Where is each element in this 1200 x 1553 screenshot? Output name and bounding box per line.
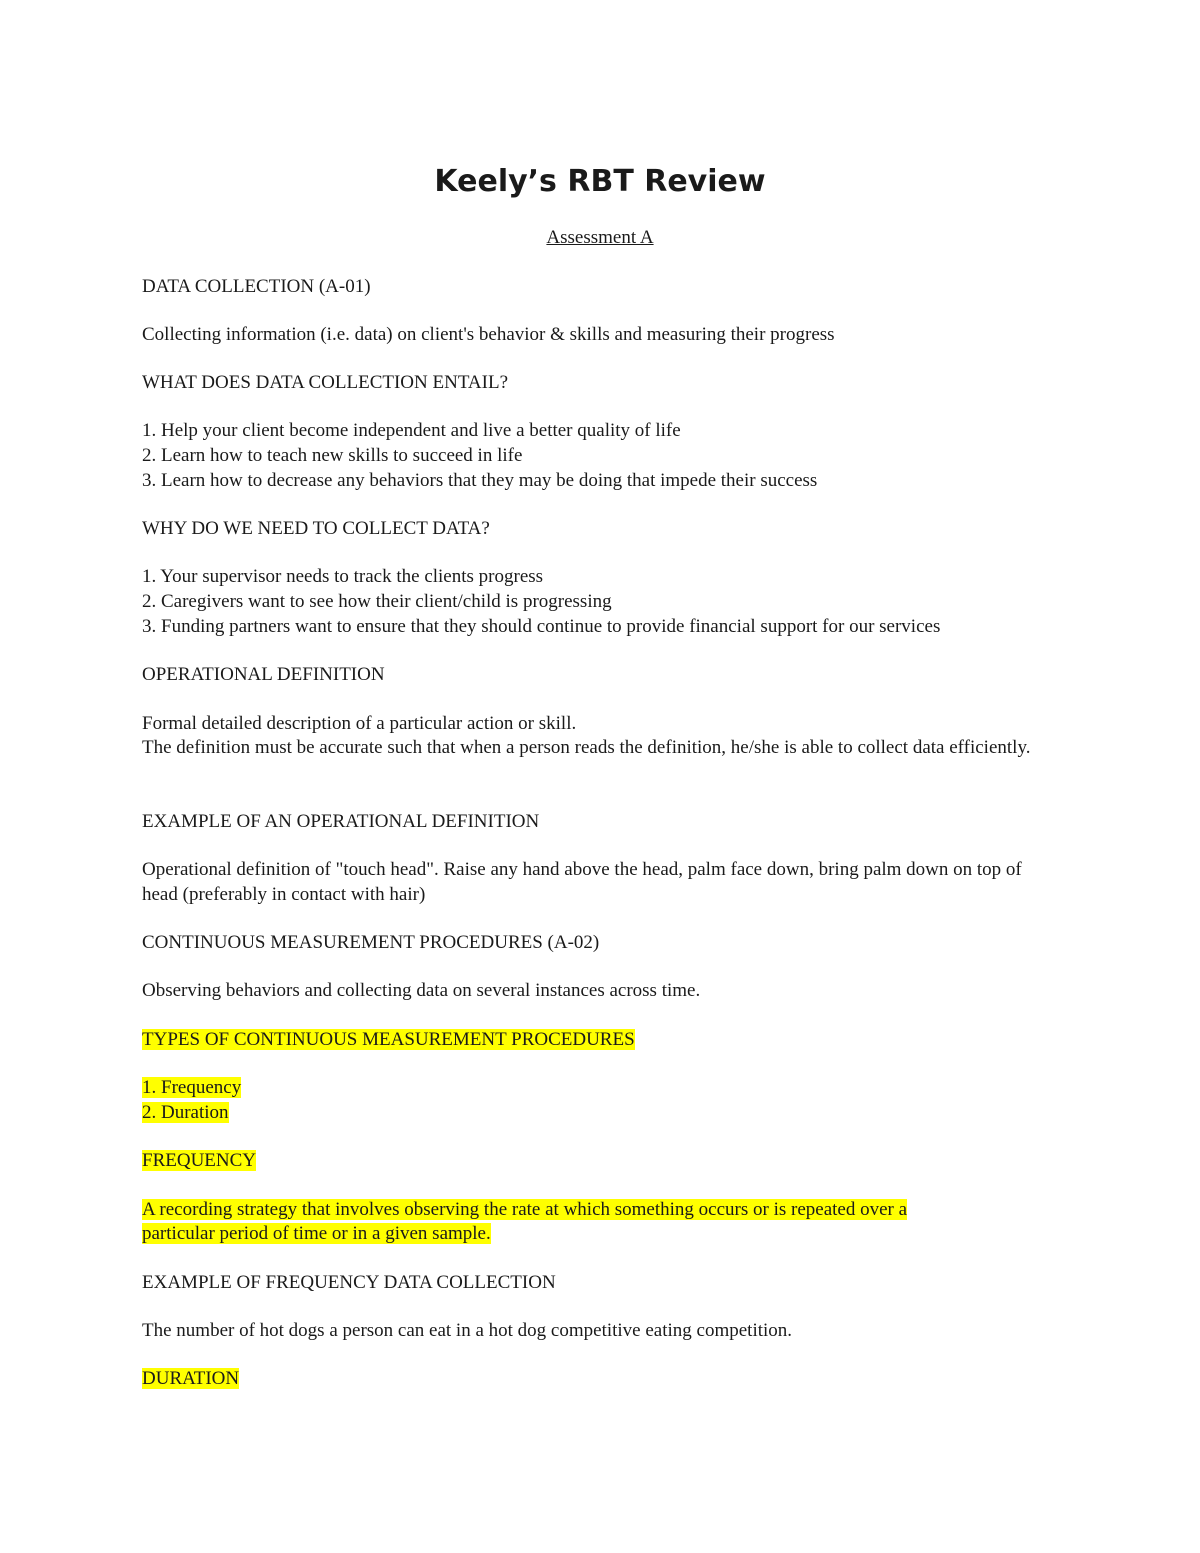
entail-item-1: 1. Help your client become independent and live a better quality of life xyxy=(142,420,681,441)
operational-definition-line-1: Formal detailed description of a particular action or skill. xyxy=(142,713,577,734)
entail-item-3: 3. Learn how to decrease any behaviors that they may be doing that impede their success xyxy=(142,470,818,491)
document-subtitle: Assessment A xyxy=(546,227,654,248)
types-item-1 xyxy=(142,1076,241,1101)
types-item-2-highlight: 2. Duration xyxy=(142,1102,229,1123)
frequency-definition-line-2 xyxy=(142,1222,491,1247)
duration-heading-highlight: DURATION xyxy=(142,1368,240,1389)
duration-heading xyxy=(142,1367,239,1392)
document-title: Keely’s RBT Review xyxy=(434,164,766,199)
types-item-1-highlight: 1. Frequency xyxy=(142,1077,242,1098)
why-item-2: 2. Caregivers want to see how their client/child is progressing xyxy=(142,591,612,612)
frequency-heading xyxy=(142,1149,256,1174)
frequency-definition-line-1-highlight: A recording strategy that involves observing the rate at which something occurs or is repeated over a xyxy=(142,1199,908,1220)
why-item-3: 3. Funding partners want to ensure that they should continue to provide financial support for our services xyxy=(142,616,941,637)
data-collection-description: Collecting information (i.e. data) on client's behavior & skills and measuring their progress xyxy=(142,324,835,345)
why-item-1: 1. Your supervisor needs to track the clients progress xyxy=(142,566,544,587)
entail-item-2: 2. Learn how to teach new skills to succeed in life xyxy=(142,445,523,466)
frequency-example-heading: EXAMPLE OF FREQUENCY DATA COLLECTION xyxy=(142,1272,556,1293)
types-heading xyxy=(142,1028,635,1053)
frequency-heading-highlight: FREQUENCY xyxy=(142,1150,257,1171)
operational-definition-heading: OPERATIONAL DEFINITION xyxy=(142,664,385,685)
why-heading: WHY DO WE NEED TO COLLECT DATA? xyxy=(142,518,490,539)
operational-definition-example-heading: EXAMPLE OF AN OPERATIONAL DEFINITION xyxy=(142,811,540,832)
frequency-definition-line-2-highlight: particular period of time or in a given sample. xyxy=(142,1223,491,1244)
continuous-measurement-heading: CONTINUOUS MEASUREMENT PROCEDURES (A-02) xyxy=(142,932,600,953)
entail-heading: WHAT DOES DATA COLLECTION ENTAIL? xyxy=(142,372,509,393)
frequency-definition-line-1 xyxy=(142,1198,907,1223)
data-collection-heading: DATA COLLECTION (A-01) xyxy=(142,276,371,297)
operational-definition-example-text: Operational definition of "touch head". Raise any hand above the head, palm face down, bring palm down on top of head (preferably in contact with hair) xyxy=(142,859,1022,905)
continuous-measurement-description: Observing behaviors and collecting data on several instances across time. xyxy=(142,980,701,1001)
types-heading-highlight: TYPES OF CONTINUOUS MEASUREMENT PROCEDURES xyxy=(142,1029,635,1050)
types-item-2 xyxy=(142,1101,229,1126)
operational-definition-line-2: The definition must be accurate such that when a person reads the definition, he/she is able to collect data efficiently. xyxy=(142,737,1031,758)
frequency-example-text: The number of hot dogs a person can eat in a hot dog competitive eating competition. xyxy=(142,1320,793,1341)
